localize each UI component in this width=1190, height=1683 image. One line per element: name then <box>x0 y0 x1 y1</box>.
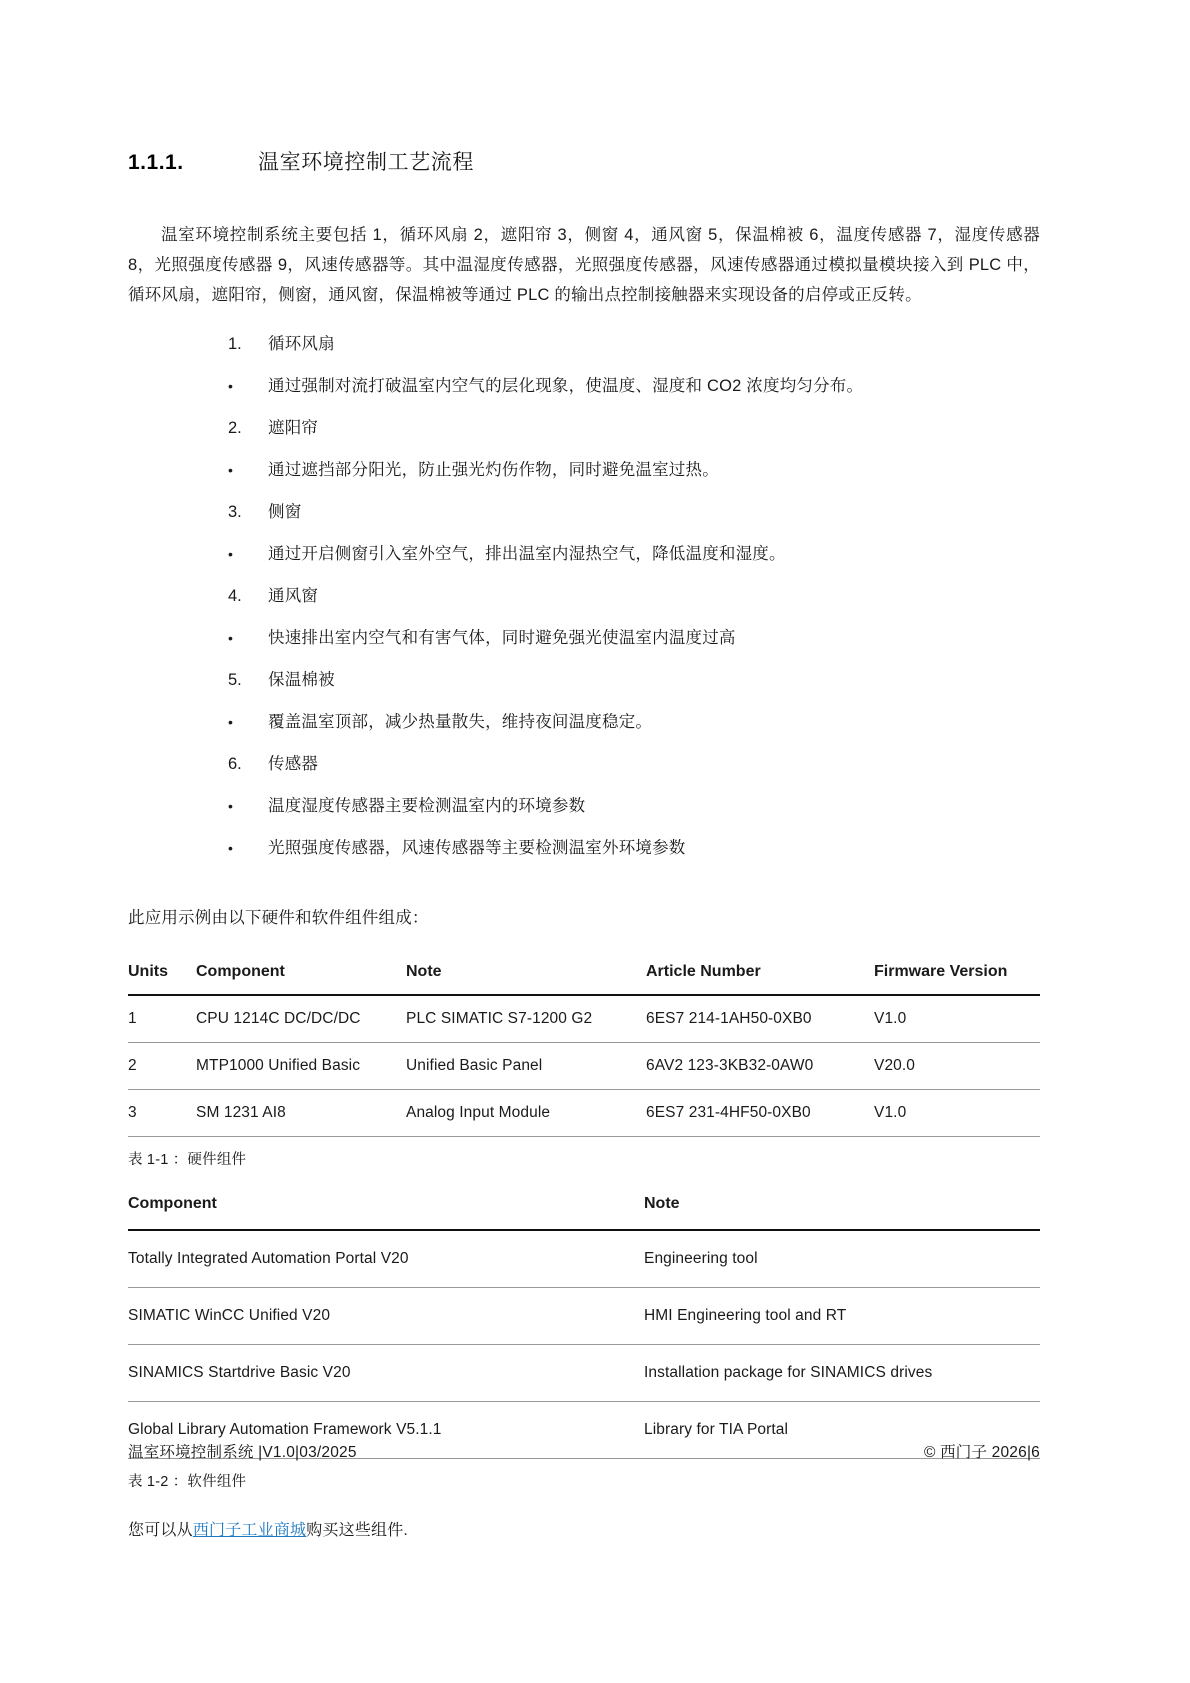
table-cell: 6ES7 231-4HF50-0XB0 <box>646 1090 874 1137</box>
list-number-marker: 3. <box>228 503 242 521</box>
software-table-body <box>128 1230 1040 1459</box>
process-list-item <box>128 500 1040 524</box>
process-list-item <box>128 752 1040 776</box>
table-cell: Global Library Automation Framework V5.1.1 <box>128 1402 644 1459</box>
list-item-label: 覆盖温室顶部，减少热量散失，维持夜间温度稳定。 <box>268 713 653 731</box>
bullet-icon: • <box>228 462 233 478</box>
table-row <box>128 1345 1040 1402</box>
list-number-marker: 6. <box>228 755 242 773</box>
components-lead-in: 此应用示例由以下硬件和软件组件组成： <box>128 909 429 927</box>
hardware-table-caption: 表 1-1 ：硬件组件 <box>128 1152 247 1168</box>
table-header-row <box>128 963 1040 995</box>
software-components-table <box>128 1195 1040 1459</box>
software-table-head <box>128 1195 1040 1230</box>
table-cell: MTP1000 Unified Basic <box>196 1043 406 1090</box>
bullet-icon: • <box>228 378 233 394</box>
process-bullet-item <box>128 374 1040 398</box>
table-cell: 2 <box>128 1043 196 1090</box>
intro-paragraph: 温室环境控制系统主要包括 1，循环风扇 2，遮阳帘 3，侧窗 4，通风窗 5，保温棉被 6，温度传感器 7，湿度传感器 8，光照强度传感器 9，风速传感器等。其中温湿度传感器，光照强度传感器，风速传感器通过模拟量模块接入到 PLC 中，循环风扇，遮阳帘，侧窗，通风窗，保温棉被等通过 PLC 的输出点控制接触器来实现设备的启停或正反转。 <box>128 226 1040 304</box>
footer-right-text: © 西门子 2026|6 <box>923 1444 1040 1461</box>
table-cell: Installation package for SINAMICS drives <box>644 1345 1040 1402</box>
table-cell: V1.0 <box>874 1090 1040 1137</box>
hardware-table-head <box>128 963 1040 995</box>
table-cell: HMI Engineering tool and RT <box>644 1288 1040 1345</box>
list-number-marker: 4. <box>228 587 242 605</box>
col-header-article-number: Article Number <box>646 963 874 995</box>
section-heading <box>128 146 1040 176</box>
table-cell: SM 1231 AI8 <box>196 1090 406 1137</box>
process-bullet-item <box>128 836 1040 860</box>
list-item-label: 传感器 <box>268 755 319 773</box>
bullet-icon: • <box>228 840 233 856</box>
col-header-component: Component <box>196 963 406 995</box>
table-cell: 1 <box>128 995 196 1043</box>
table-row <box>128 1288 1040 1345</box>
purchase-line <box>128 1517 1040 1540</box>
hardware-table-body <box>128 995 1040 1137</box>
list-item-label: 侧窗 <box>268 503 302 521</box>
list-number-marker: 1. <box>228 335 242 353</box>
list-number-marker: 2. <box>228 419 242 437</box>
table-row <box>128 1090 1040 1137</box>
table-cell: SINAMICS Startdrive Basic V20 <box>128 1345 644 1402</box>
table-cell: SIMATIC WinCC Unified V20 <box>128 1288 644 1345</box>
table-cell: V20.0 <box>874 1043 1040 1090</box>
purchase-prefix: 您可以从 <box>128 1522 193 1539</box>
process-list-item <box>128 416 1040 440</box>
process-list-item <box>128 668 1040 692</box>
table-cell: Totally Integrated Automation Portal V20 <box>128 1230 644 1288</box>
list-item-label: 通风窗 <box>268 587 319 605</box>
list-item-label: 通过强制对流打破温室内空气的层化现象，使温度、湿度和 CO2 浓度均匀分布。 <box>268 377 864 395</box>
col-header-note: Note <box>644 1195 1040 1230</box>
section-number: 1.1.1. <box>128 151 184 174</box>
hardware-components-table <box>128 963 1040 1137</box>
footer-left-text: 温室环境控制系统 |V1.0|03/2025 <box>128 1444 357 1461</box>
list-item-label: 温度湿度传感器主要检测温室内的环境参数 <box>268 797 586 815</box>
bullet-icon: • <box>228 798 233 814</box>
list-item-label: 循环风扇 <box>268 335 335 353</box>
purchase-suffix: 购买这些组件. <box>306 1522 409 1539</box>
col-header-note: Note <box>406 963 646 995</box>
bullet-icon: • <box>228 714 233 730</box>
list-item-label: 快速排出室内空气和有害气体，同时避免强光使温室内温度过高 <box>268 629 736 647</box>
process-bullet-item <box>128 626 1040 650</box>
siemens-mall-link[interactable]: 西门子工业商城 <box>192 1522 307 1539</box>
software-table-caption: 表 1-2 ：软件组件 <box>128 1474 247 1490</box>
list-item-label: 通过开启侧窗引入室外空气，排出温室内湿热空气，降低温度和湿度。 <box>268 545 786 563</box>
table-header-row <box>128 1195 1040 1230</box>
table-cell: V1.0 <box>874 995 1040 1043</box>
table-cell: Engineering tool <box>644 1230 1040 1288</box>
bullet-icon: • <box>228 630 233 646</box>
bullet-icon: • <box>228 546 233 562</box>
col-header-firmware-version: Firmware Version <box>874 963 1040 995</box>
col-header-component: Component <box>128 1195 644 1230</box>
process-bullet-item <box>128 458 1040 482</box>
process-list-item <box>128 584 1040 608</box>
process-bullet-item <box>128 710 1040 734</box>
process-bullet-item <box>128 542 1040 566</box>
process-list-item <box>128 332 1040 356</box>
list-item-label: 保温棉被 <box>268 671 335 689</box>
table-cell: CPU 1214C DC/DC/DC <box>196 995 406 1043</box>
table-cell: 3 <box>128 1090 196 1137</box>
table-cell: Analog Input Module <box>406 1090 646 1137</box>
list-item-label: 遮阳帘 <box>268 419 319 437</box>
page-title: 温室环境控制工艺流程 <box>258 151 474 174</box>
table-cell: 6AV2 123-3KB32-0AW0 <box>646 1043 874 1090</box>
col-header-units: Units <box>128 963 196 995</box>
table-cell: Library for TIA Portal <box>644 1402 1040 1459</box>
page-content <box>128 0 1040 1556</box>
process-bullet-item <box>128 794 1040 818</box>
list-item-label: 通过遮挡部分阳光，防止强光灼伤作物，同时避免温室过热。 <box>268 461 719 479</box>
table-cell: PLC SIMATIC S7-1200 G2 <box>406 995 646 1043</box>
page-footer <box>128 1440 1040 1462</box>
table-cell: Unified Basic Panel <box>406 1043 646 1090</box>
list-item-label: 光照强度传感器，风速传感器等主要检测温室外环境参数 <box>268 839 686 857</box>
table-row <box>128 1230 1040 1288</box>
table-cell: 6ES7 214-1AH50-0XB0 <box>646 995 874 1043</box>
process-list <box>128 332 1040 860</box>
table-row <box>128 1043 1040 1090</box>
list-number-marker: 5. <box>228 671 242 689</box>
table-row <box>128 995 1040 1043</box>
